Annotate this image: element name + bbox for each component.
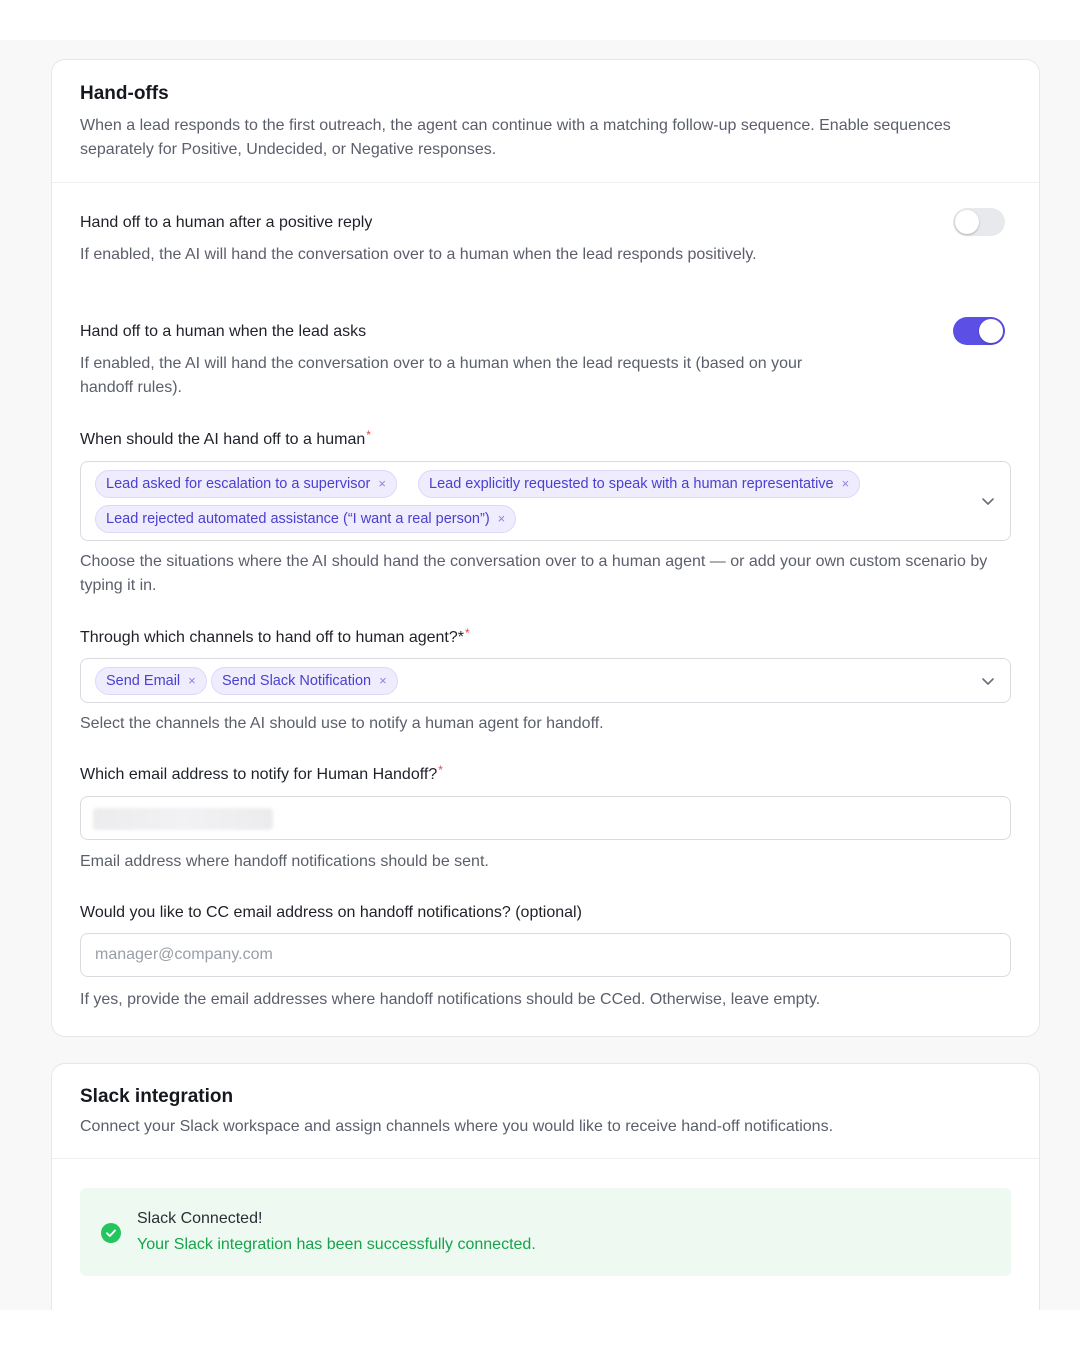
email-label bbox=[80, 764, 443, 786]
slack-header bbox=[52, 1064, 1039, 1159]
chip-remove-icon[interactable]: × bbox=[188, 673, 196, 688]
when-handoff-select[interactable] bbox=[80, 461, 1011, 541]
chip-remove-icon[interactable]: × bbox=[497, 511, 506, 526]
chip-remove-icon[interactable]: × bbox=[379, 673, 387, 688]
when-chip-escalation bbox=[95, 470, 397, 498]
lead-asks-title: Hand off to a human when the lead asks bbox=[80, 323, 367, 340]
chip-label: Lead asked for escalation to a supervisor bbox=[106, 476, 371, 492]
required-mark: * bbox=[464, 626, 470, 640]
channels-label-text: Through which channels to hand off to human agent?* bbox=[80, 629, 464, 646]
slack-title: Slack integration bbox=[80, 1086, 234, 1107]
channel-chip-email bbox=[95, 667, 207, 695]
chip-label: Send Slack Notification bbox=[222, 673, 372, 689]
toggle-knob bbox=[955, 210, 979, 234]
channels-help: Select the channels the AI should use to notify a human agent for handoff. bbox=[80, 715, 604, 732]
chip-remove-icon[interactable]: × bbox=[841, 476, 850, 491]
required-mark: * bbox=[438, 763, 443, 777]
channels-label bbox=[80, 627, 470, 649]
cc-help: If yes, provide the email addresses where handoff notifications should be CCed. Otherwise, leave empty. bbox=[80, 991, 821, 1008]
redacted-email-value bbox=[93, 808, 273, 830]
chip-remove-icon[interactable]: × bbox=[378, 476, 386, 491]
slack-status-title: Slack Connected! bbox=[137, 1210, 263, 1227]
check-circle-icon bbox=[101, 1223, 121, 1243]
chip-label: Lead explicitly requested to speak with a human representative bbox=[429, 476, 834, 492]
handoffs-card bbox=[51, 59, 1040, 1037]
cc-label: Would you like to CC email address on handoff notifications? (optional) bbox=[80, 904, 582, 921]
slack-card bbox=[51, 1063, 1040, 1310]
when-handoff-label bbox=[80, 429, 371, 451]
when-chip-human-representative bbox=[418, 470, 860, 498]
chevron-down-icon[interactable] bbox=[980, 493, 996, 509]
slack-connected-alert bbox=[80, 1188, 1011, 1276]
channel-chip-slack bbox=[211, 667, 398, 695]
chevron-down-icon[interactable] bbox=[980, 673, 996, 689]
when-chip-rejected-automation bbox=[95, 505, 516, 533]
cc-email-input[interactable] bbox=[80, 933, 1011, 977]
when-handoff-help: Choose the situations where the AI should hand the conversation over to a human agent — or add your own custom scenario by typing it in. bbox=[80, 553, 988, 594]
handoffs-header bbox=[52, 60, 1039, 183]
email-label-text: Which email address to notify for Human Handoff? bbox=[80, 766, 438, 783]
check-mark-glyph bbox=[101, 1223, 121, 1243]
lead-asks-toggle[interactable] bbox=[953, 317, 1005, 345]
when-handoff-label-text: When should the AI hand off to a human bbox=[80, 431, 366, 448]
positive-reply-help: If enabled, the AI will hand the conversation over to a human when the lead responds positively. bbox=[80, 246, 757, 263]
required-mark: * bbox=[366, 428, 371, 442]
slack-description: Connect your Slack workspace and assign channels where you would like to receive hand-off notifications. bbox=[80, 1118, 834, 1135]
channels-select[interactable] bbox=[80, 658, 1011, 703]
positive-reply-toggle[interactable] bbox=[953, 208, 1005, 236]
chip-label: Lead rejected automated assistance (“I want a real person”) bbox=[106, 511, 490, 527]
handoff-email-input[interactable] bbox=[80, 796, 1011, 840]
positive-reply-title: Hand off to a human after a positive reply bbox=[80, 214, 373, 231]
settings-canvas bbox=[0, 40, 1080, 1310]
handoffs-description: When a lead responds to the first outreach, the agent can continue with a matching follow-up sequence. Enable sequences separately for Positive, Undecided, or Negative responses. bbox=[80, 117, 951, 158]
toggle-knob bbox=[979, 319, 1003, 343]
handoffs-title: Hand-offs bbox=[80, 83, 169, 104]
email-help: Email address where handoff notifications should be sent. bbox=[80, 853, 489, 870]
chip-label: Send Email bbox=[106, 673, 181, 689]
slack-status-message: Your Slack integration has been successfully connected. bbox=[137, 1236, 536, 1253]
lead-asks-help: If enabled, the AI will hand the conversation over to a human when the lead requests it (based on your handoff rules). bbox=[80, 355, 803, 396]
